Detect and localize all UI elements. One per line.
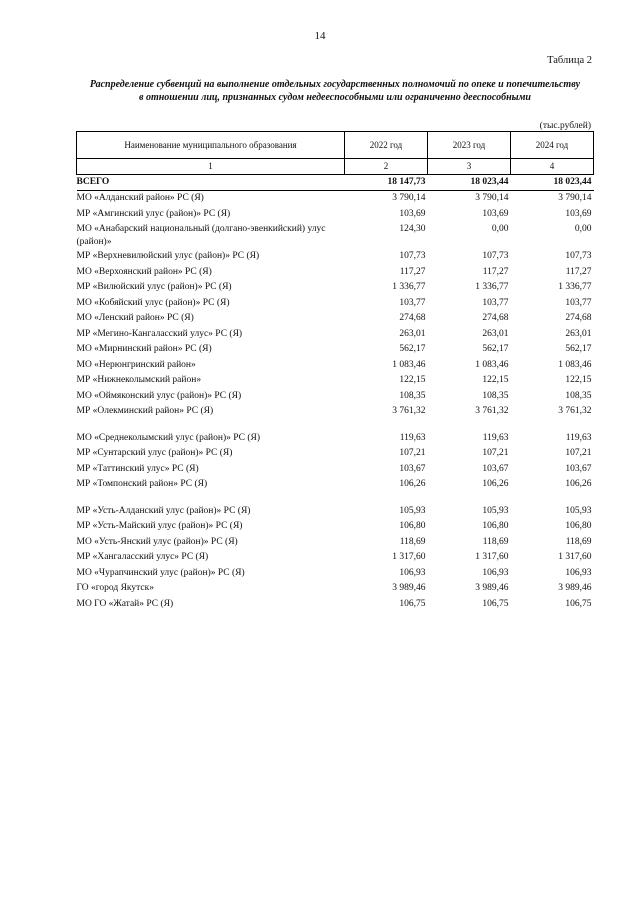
value-2024: 108,35 — [565, 390, 592, 401]
total-row — [77, 174, 594, 191]
value-2024: 122,15 — [565, 375, 592, 385]
value-2024: 562,17 — [565, 344, 592, 354]
municipality-name: МО «Анабарский национальный (долгано-эвенкийский) улус (район)» — [76, 224, 326, 247]
units-note: (тыс.рублей) — [539, 121, 591, 131]
municipality-name: МР «Нижнеколымский район» — [76, 375, 202, 385]
value-2022: 103,77 — [399, 297, 426, 308]
municipality-name: МР «Томпонский район» РС (Я) — [76, 479, 208, 489]
header-2023: 2023 год — [428, 132, 511, 159]
page-number: 14 — [314, 30, 326, 42]
municipality-name: МР «Мегино-Кангаласский улус» РС (Я) — [76, 328, 243, 339]
value-2024: 106,80 — [565, 521, 592, 531]
table-row — [77, 504, 594, 520]
value-2024: 107,21 — [565, 448, 592, 458]
municipality-name: МР «Усть-Алданский улус (район)» РС (Я) — [76, 505, 251, 516]
total-2024: 18 023,44 — [511, 174, 594, 191]
value-2024: 274,68 — [565, 313, 592, 323]
total-2022: 18 147,73 — [345, 174, 428, 191]
column-index: 3 — [428, 159, 511, 175]
value-2023: 105,93 — [482, 505, 509, 516]
value-2022: 118,69 — [399, 536, 426, 547]
spacer-row — [77, 493, 594, 504]
value-2023: 103,77 — [482, 297, 509, 308]
table-row — [77, 404, 594, 420]
value-2022: 3 989,46 — [392, 583, 426, 593]
table-row — [77, 519, 594, 535]
value-2022: 106,80 — [399, 521, 426, 531]
value-2023: 107,21 — [482, 448, 509, 458]
table-row — [77, 431, 594, 447]
value-2024: 103,77 — [565, 297, 592, 308]
column-index: 4 — [511, 159, 594, 175]
title-line-2: в отношении лиц, признанных судом недееспособными или ограниченно дееспособными — [139, 92, 531, 103]
value-2024: 263,01 — [565, 328, 592, 339]
value-2023: 562,17 — [482, 344, 509, 354]
value-2024: 3 761,32 — [558, 406, 592, 416]
header-name: Наименование муниципального образования — [77, 132, 345, 159]
table-row — [77, 342, 594, 358]
table-body — [77, 174, 594, 612]
municipality-name: МР «Хангаласский улус» РС (Я) — [76, 552, 209, 562]
municipality-name: МО «Среднеколымский улус (район)» РС (Я) — [76, 432, 261, 443]
value-2023: 119,63 — [482, 432, 509, 443]
value-2022: 103,67 — [399, 463, 426, 474]
value-2024: 105,93 — [565, 505, 592, 516]
value-2022: 274,68 — [399, 313, 426, 323]
value-2022: 1 317,60 — [392, 552, 426, 562]
municipality-name: МО ГО «Жатай» РС (Я) — [76, 598, 174, 609]
table-row — [77, 389, 594, 405]
value-2023: 3 790,14 — [475, 193, 509, 203]
value-2024: 106,26 — [565, 479, 592, 489]
municipality-name: МО «Алданский район» РС (Я) — [76, 193, 204, 203]
value-2023: 106,26 — [482, 479, 509, 489]
value-2024: 1 336,77 — [558, 282, 592, 292]
total-2023: 18 023,44 — [428, 174, 511, 191]
value-2023: 1 336,77 — [475, 282, 509, 292]
value-2023: 106,80 — [482, 521, 509, 531]
value-2022: 562,17 — [399, 344, 426, 354]
table-row — [77, 296, 594, 312]
value-2024: 106,75 — [565, 598, 592, 609]
value-2022: 106,75 — [399, 598, 426, 609]
value-2022: 122,15 — [399, 375, 426, 385]
value-2024: 103,67 — [565, 463, 592, 474]
table-row — [77, 249, 594, 265]
table-row — [77, 358, 594, 374]
header-2022: 2022 год — [345, 132, 428, 159]
municipality-name: МО «Кобяйский улус (район)» РС (Я) — [76, 297, 230, 308]
value-2022: 1 083,46 — [392, 359, 426, 370]
municipality-name: МР «Таттинский улус» РС (Я) — [76, 463, 199, 474]
value-2023: 0,00 — [491, 224, 509, 234]
value-2023: 122,15 — [482, 375, 509, 385]
municipality-name: МО «Мирнинский район» РС (Я) — [76, 344, 212, 354]
table-row — [77, 280, 594, 296]
table-row — [77, 462, 594, 478]
municipality-name: МО «Верхоянский район» РС (Я) — [76, 266, 212, 277]
table-row — [77, 566, 594, 582]
value-2023: 106,75 — [482, 598, 509, 609]
value-2023: 108,35 — [482, 390, 509, 401]
value-2023: 103,69 — [482, 208, 509, 219]
value-2022: 119,63 — [399, 432, 426, 443]
table-row — [77, 327, 594, 343]
table-row — [77, 373, 594, 389]
municipality-name: МР «Сунтарский улус (район)» РС (Я) — [76, 448, 233, 458]
table-row — [77, 581, 594, 597]
value-2022: 124,30 — [399, 224, 426, 234]
value-2023: 274,68 — [482, 313, 509, 323]
table-row — [77, 265, 594, 281]
column-index: 1 — [77, 159, 345, 175]
value-2023: 107,73 — [482, 251, 509, 261]
value-2024: 103,69 — [565, 208, 592, 219]
column-index: 2 — [345, 159, 428, 175]
value-2023: 117,27 — [482, 266, 509, 277]
value-2023: 1 317,60 — [475, 552, 509, 562]
value-2024: 119,63 — [565, 432, 592, 443]
municipality-name: МР «Верхневилюйский улус (район)» РС (Я) — [76, 251, 260, 261]
value-2024: 3 989,46 — [558, 583, 592, 593]
table-row — [77, 222, 594, 249]
value-2023: 3 989,46 — [475, 583, 509, 593]
value-2022: 105,93 — [399, 505, 426, 516]
table-row — [77, 207, 594, 223]
value-2022: 106,93 — [399, 567, 426, 578]
title-line-1: Распределение субвенций на выполнение отдельных государственных полномочий по опеке и попечительству — [89, 79, 581, 90]
value-2024: 1 083,46 — [558, 359, 592, 370]
spacer-cell — [77, 420, 594, 431]
value-2024: 118,69 — [565, 536, 592, 547]
value-2022: 117,27 — [399, 266, 426, 277]
value-2024: 1 317,60 — [558, 552, 592, 562]
table-row — [77, 550, 594, 566]
municipality-name: МО «Усть-Янский улус (район)» РС (Я) — [76, 536, 238, 547]
value-2023: 3 761,32 — [475, 406, 509, 416]
value-2022: 107,21 — [399, 448, 426, 458]
table-row — [77, 191, 594, 207]
value-2024: 117,27 — [565, 266, 592, 277]
value-2023: 1 083,46 — [475, 359, 509, 370]
total-label: ВСЕГО — [77, 174, 345, 191]
value-2022: 263,01 — [399, 328, 426, 339]
value-2022: 106,26 — [399, 479, 426, 489]
municipality-name: ГО «город Якутск» — [76, 583, 155, 593]
table-row — [77, 311, 594, 327]
column-index-row — [77, 159, 594, 175]
table-row — [77, 597, 594, 613]
municipality-name: МО «Оймяконский улус (район)» РС (Я) — [76, 390, 242, 401]
value-2022: 108,35 — [399, 390, 426, 401]
subventions-table — [76, 131, 594, 612]
spacer-cell — [77, 493, 594, 504]
value-2022: 3 790,14 — [392, 193, 426, 203]
spacer-row — [77, 420, 594, 431]
value-2023: 103,67 — [482, 463, 509, 474]
value-2024: 0,00 — [574, 224, 592, 234]
municipality-name: МР «Олекминский район» РС (Я) — [76, 406, 214, 416]
value-2022: 103,69 — [399, 208, 426, 219]
table-row — [77, 446, 594, 462]
municipality-name: МО «Ленский район» РС (Я) — [76, 313, 194, 323]
header-2024: 2024 год — [511, 132, 594, 159]
municipality-name: МР «Усть-Майский улус (район)» РС (Я) — [76, 521, 243, 531]
value-2023: 263,01 — [482, 328, 509, 339]
value-2024: 107,73 — [565, 251, 592, 261]
table-label: Таблица 2 — [547, 55, 592, 66]
table-row — [77, 477, 594, 493]
value-2022: 3 761,32 — [392, 406, 426, 416]
value-2023: 118,69 — [482, 536, 509, 547]
value-2023: 106,93 — [482, 567, 509, 578]
municipality-name: МР «Амгинский улус (район)» РС (Я) — [76, 208, 231, 219]
value-2024: 3 790,14 — [558, 193, 592, 203]
value-2022: 107,73 — [399, 251, 426, 261]
table-row — [77, 535, 594, 551]
table-header-row — [77, 132, 594, 159]
value-2024: 106,93 — [565, 567, 592, 578]
value-2022: 1 336,77 — [392, 282, 426, 292]
document-title — [70, 78, 600, 104]
municipality-name: МО «Чурапчинский улус (район)» РС (Я) — [76, 567, 245, 578]
municipality-name: МО «Нерюнгринский район» — [76, 359, 196, 370]
municipality-name: МР «Вилюйский улус (район)» РС (Я) — [76, 282, 232, 292]
